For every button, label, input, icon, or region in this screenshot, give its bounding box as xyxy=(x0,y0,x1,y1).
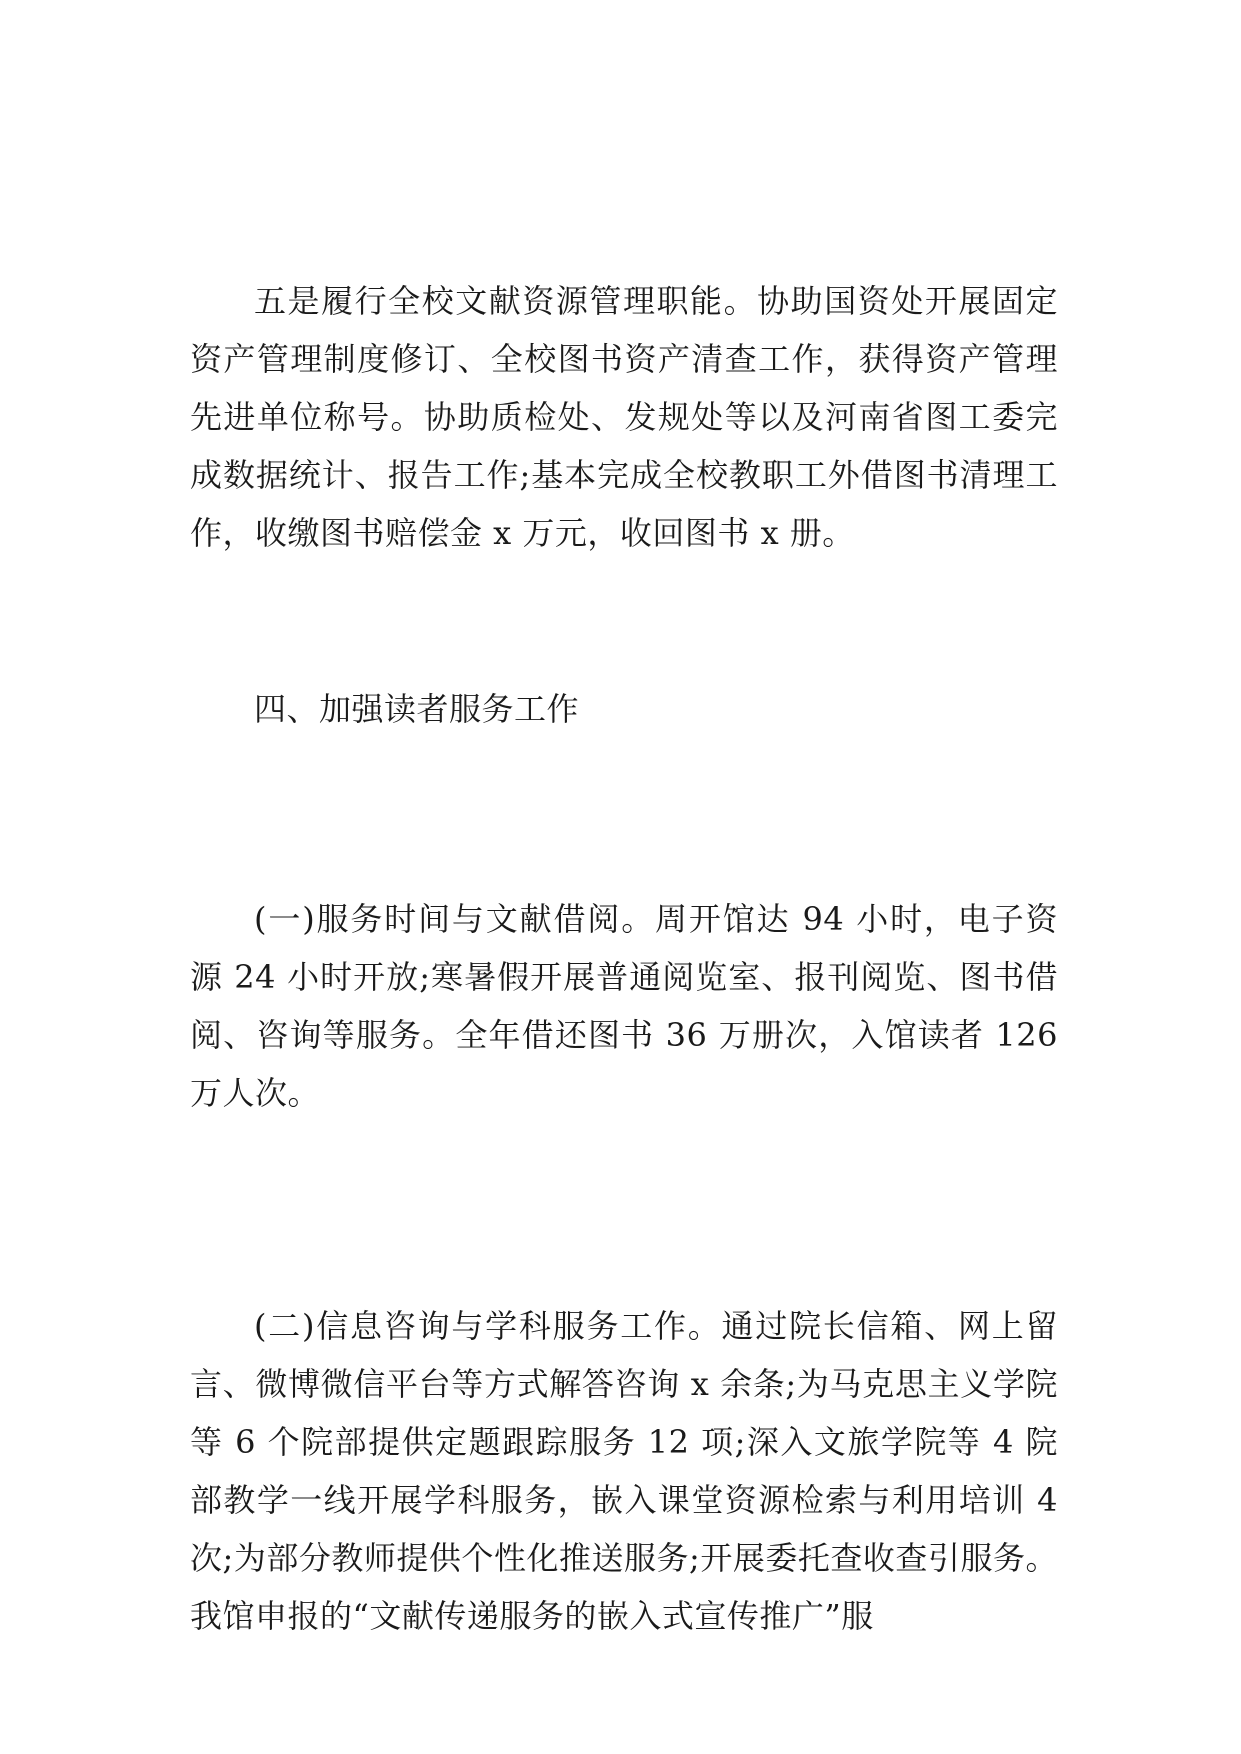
section-heading-reader-services: 四、加强读者服务工作 xyxy=(254,690,580,728)
paragraph-service-hours: (一)服务时间与文献借阅。周开馆达 94 小时，电子资源 24 小时开放;寒暑假开展普通阅览室、报刊阅览、图书借阅、咨询等服务。全年借还图书 36 万册次，入馆读者 126 万人次。 xyxy=(190,900,1058,1112)
paragraph-consulting-services: (二)信息咨询与学科服务工作。通过院长信箱、网上留言、微博微信平台等方式解答咨询 x 余条;为马克思主义学院等 6 个院部提供定题跟踪服务 12 项;深入文旅学院等 4 院部教学一线开展学科服务，嵌入课堂资源检索与利用培训 4 次;为部分教师提供个性化推送服务;开展委托查收查引服务。我馆申报的“文献传递服务的嵌入式宣传推广”服 xyxy=(190,1307,1058,1635)
paragraph-asset-management: 五是履行全校文献资源管理职能。协助国资处开展固定资产管理制度修订、全校图书资产清查工作，获得资产管理先进单位称号。协助质检处、发规处等以及河南省图工委完成数据统计、报告工作;基本完成全校教职工外借图书清理工作，收缴图书赔偿金 x 万元，收回图书 x 册。 xyxy=(190,282,1058,552)
